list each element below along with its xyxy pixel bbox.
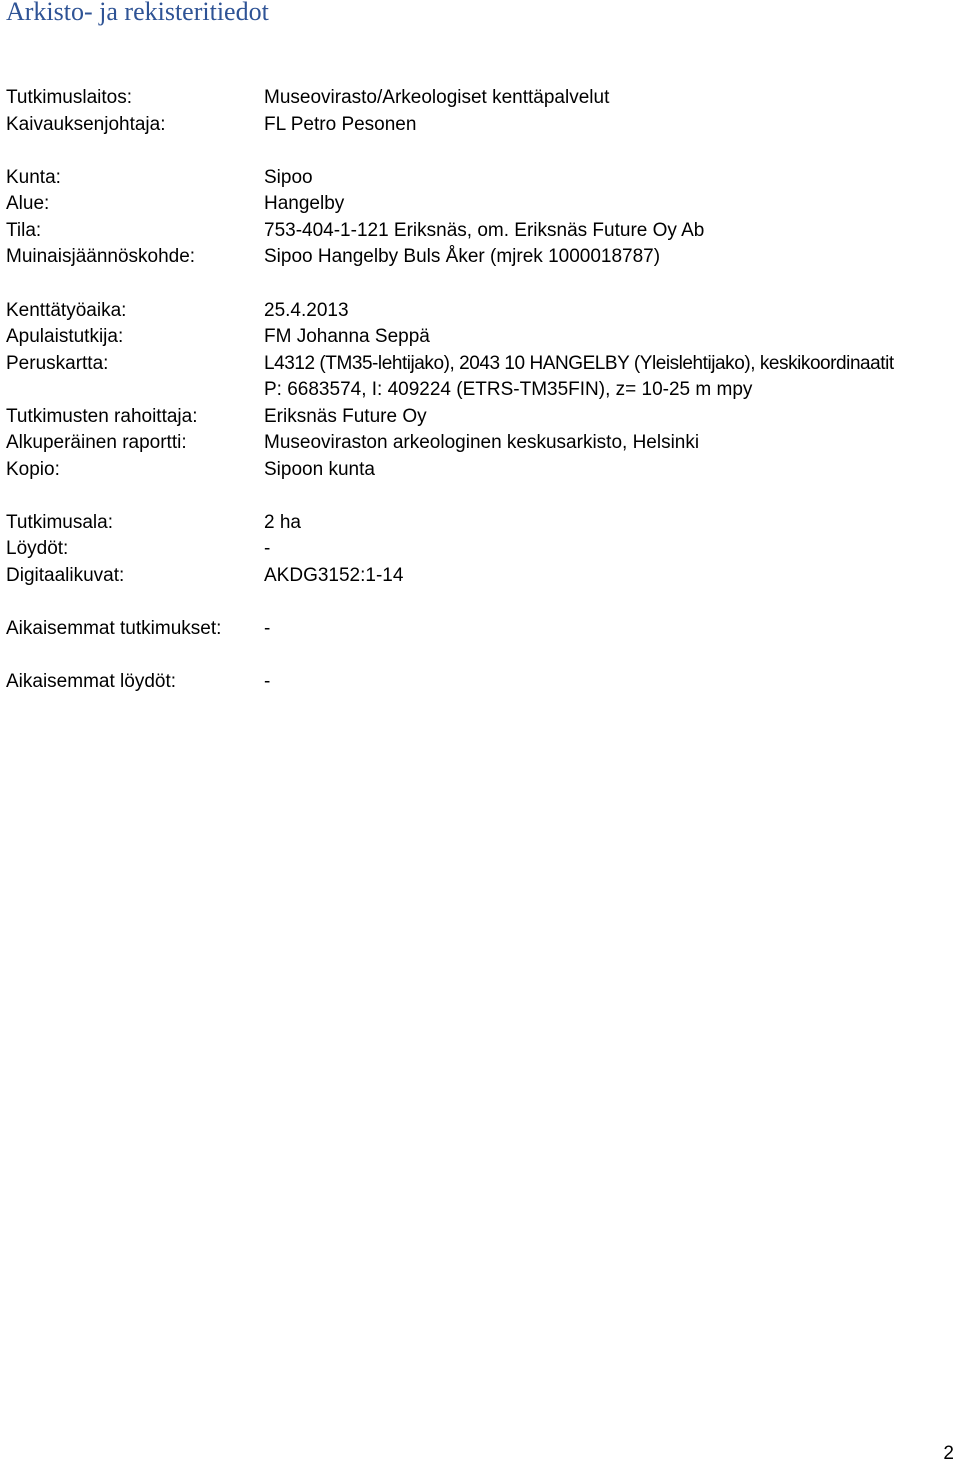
field-value: L4312 (TM35-lehtijako), 2043 10 HANGELBY (Yleislehtijako), keskikoordinaatit [264, 353, 894, 374]
document-title: Arkisto- ja rekisteritiedot [6, 0, 269, 26]
field-row-digitaalikuvat [0, 562, 960, 589]
field-label: Kunta: [6, 167, 61, 188]
field-row-kopio [0, 456, 960, 483]
field-value: Museoviraston arkeologinen keskusarkisto, Helsinki [264, 432, 700, 453]
field-row-kunta [0, 164, 960, 191]
field-label: Löydöt: [6, 538, 69, 559]
field-value: - [264, 538, 271, 559]
field-label: Aikaisemmat tutkimukset: [6, 618, 222, 639]
field-label: Tutkimusten rahoittaja: [6, 406, 198, 427]
field-row-alue [0, 190, 960, 217]
field-label: Tutkimuslaitos: [6, 87, 132, 108]
field-label: Apulaistutkija: [6, 326, 124, 347]
field-value: AKDG3152:1-14 [264, 565, 404, 586]
page-number: 2 [943, 1443, 954, 1464]
field-value: 753-404-1-121 Eriksnäs, om. Eriksnäs Future Oy Ab [264, 220, 705, 241]
field-row-tila [0, 217, 960, 244]
field-label: Alue: [6, 193, 50, 214]
field-label: Kenttätyöaika: [6, 300, 127, 321]
field-value: - [264, 671, 271, 692]
field-row-muinaisjaannoskohde [0, 243, 960, 270]
field-row-peruskartta [0, 350, 960, 377]
field-row-tutkimusala [0, 509, 960, 536]
field-row-aikaisemmat-loydot [0, 668, 960, 695]
field-row-apulaistutkija [0, 323, 960, 350]
field-value: Sipoo [264, 167, 313, 188]
field-value: Sipoo Hangelby Buls Åker (mjrek 1000018787) [264, 246, 661, 267]
field-label: Kopio: [6, 459, 60, 480]
field-value: Sipoon kunta [264, 459, 375, 480]
field-value: 2 ha [264, 512, 301, 533]
field-row-alkuperainen-raportti [0, 429, 960, 456]
field-value: Eriksnäs Future Oy [264, 406, 427, 427]
field-value: FM Johanna Seppä [264, 326, 430, 347]
field-label: Alkuperäinen raportti: [6, 432, 187, 453]
field-row-peruskartta-continued [0, 376, 960, 403]
field-label: Tila: [6, 220, 42, 241]
field-row-loydot [0, 535, 960, 562]
field-row-tutkimuslaitos [0, 84, 960, 111]
field-value: FL Petro Pesonen [264, 114, 417, 135]
field-value-continued: P: 6683574, I: 409224 (ETRS-TM35FIN), z= 10-25 m mpy [264, 379, 753, 400]
field-value: Hangelby [264, 193, 345, 214]
field-value: 25.4.2013 [264, 300, 349, 321]
field-row-tutkimusten-rahoittaja [0, 403, 960, 430]
field-row-aikaisemmat-tutkimukset [0, 615, 960, 642]
field-label: Tutkimusala: [6, 512, 113, 533]
field-value: - [264, 618, 271, 639]
field-row-kaivauksenjohtaja [0, 111, 960, 138]
field-label: Kaivauksenjohtaja: [6, 114, 166, 135]
field-label: Aikaisemmat löydöt: [6, 671, 177, 692]
field-label: Peruskartta: [6, 353, 109, 374]
field-row-kenttatyoaika [0, 297, 960, 324]
field-value: Museovirasto/Arkeologiset kenttäpalvelut [264, 87, 610, 108]
field-label: Muinaisjäännöskohde: [6, 246, 196, 267]
field-label: Digitaalikuvat: [6, 565, 125, 586]
